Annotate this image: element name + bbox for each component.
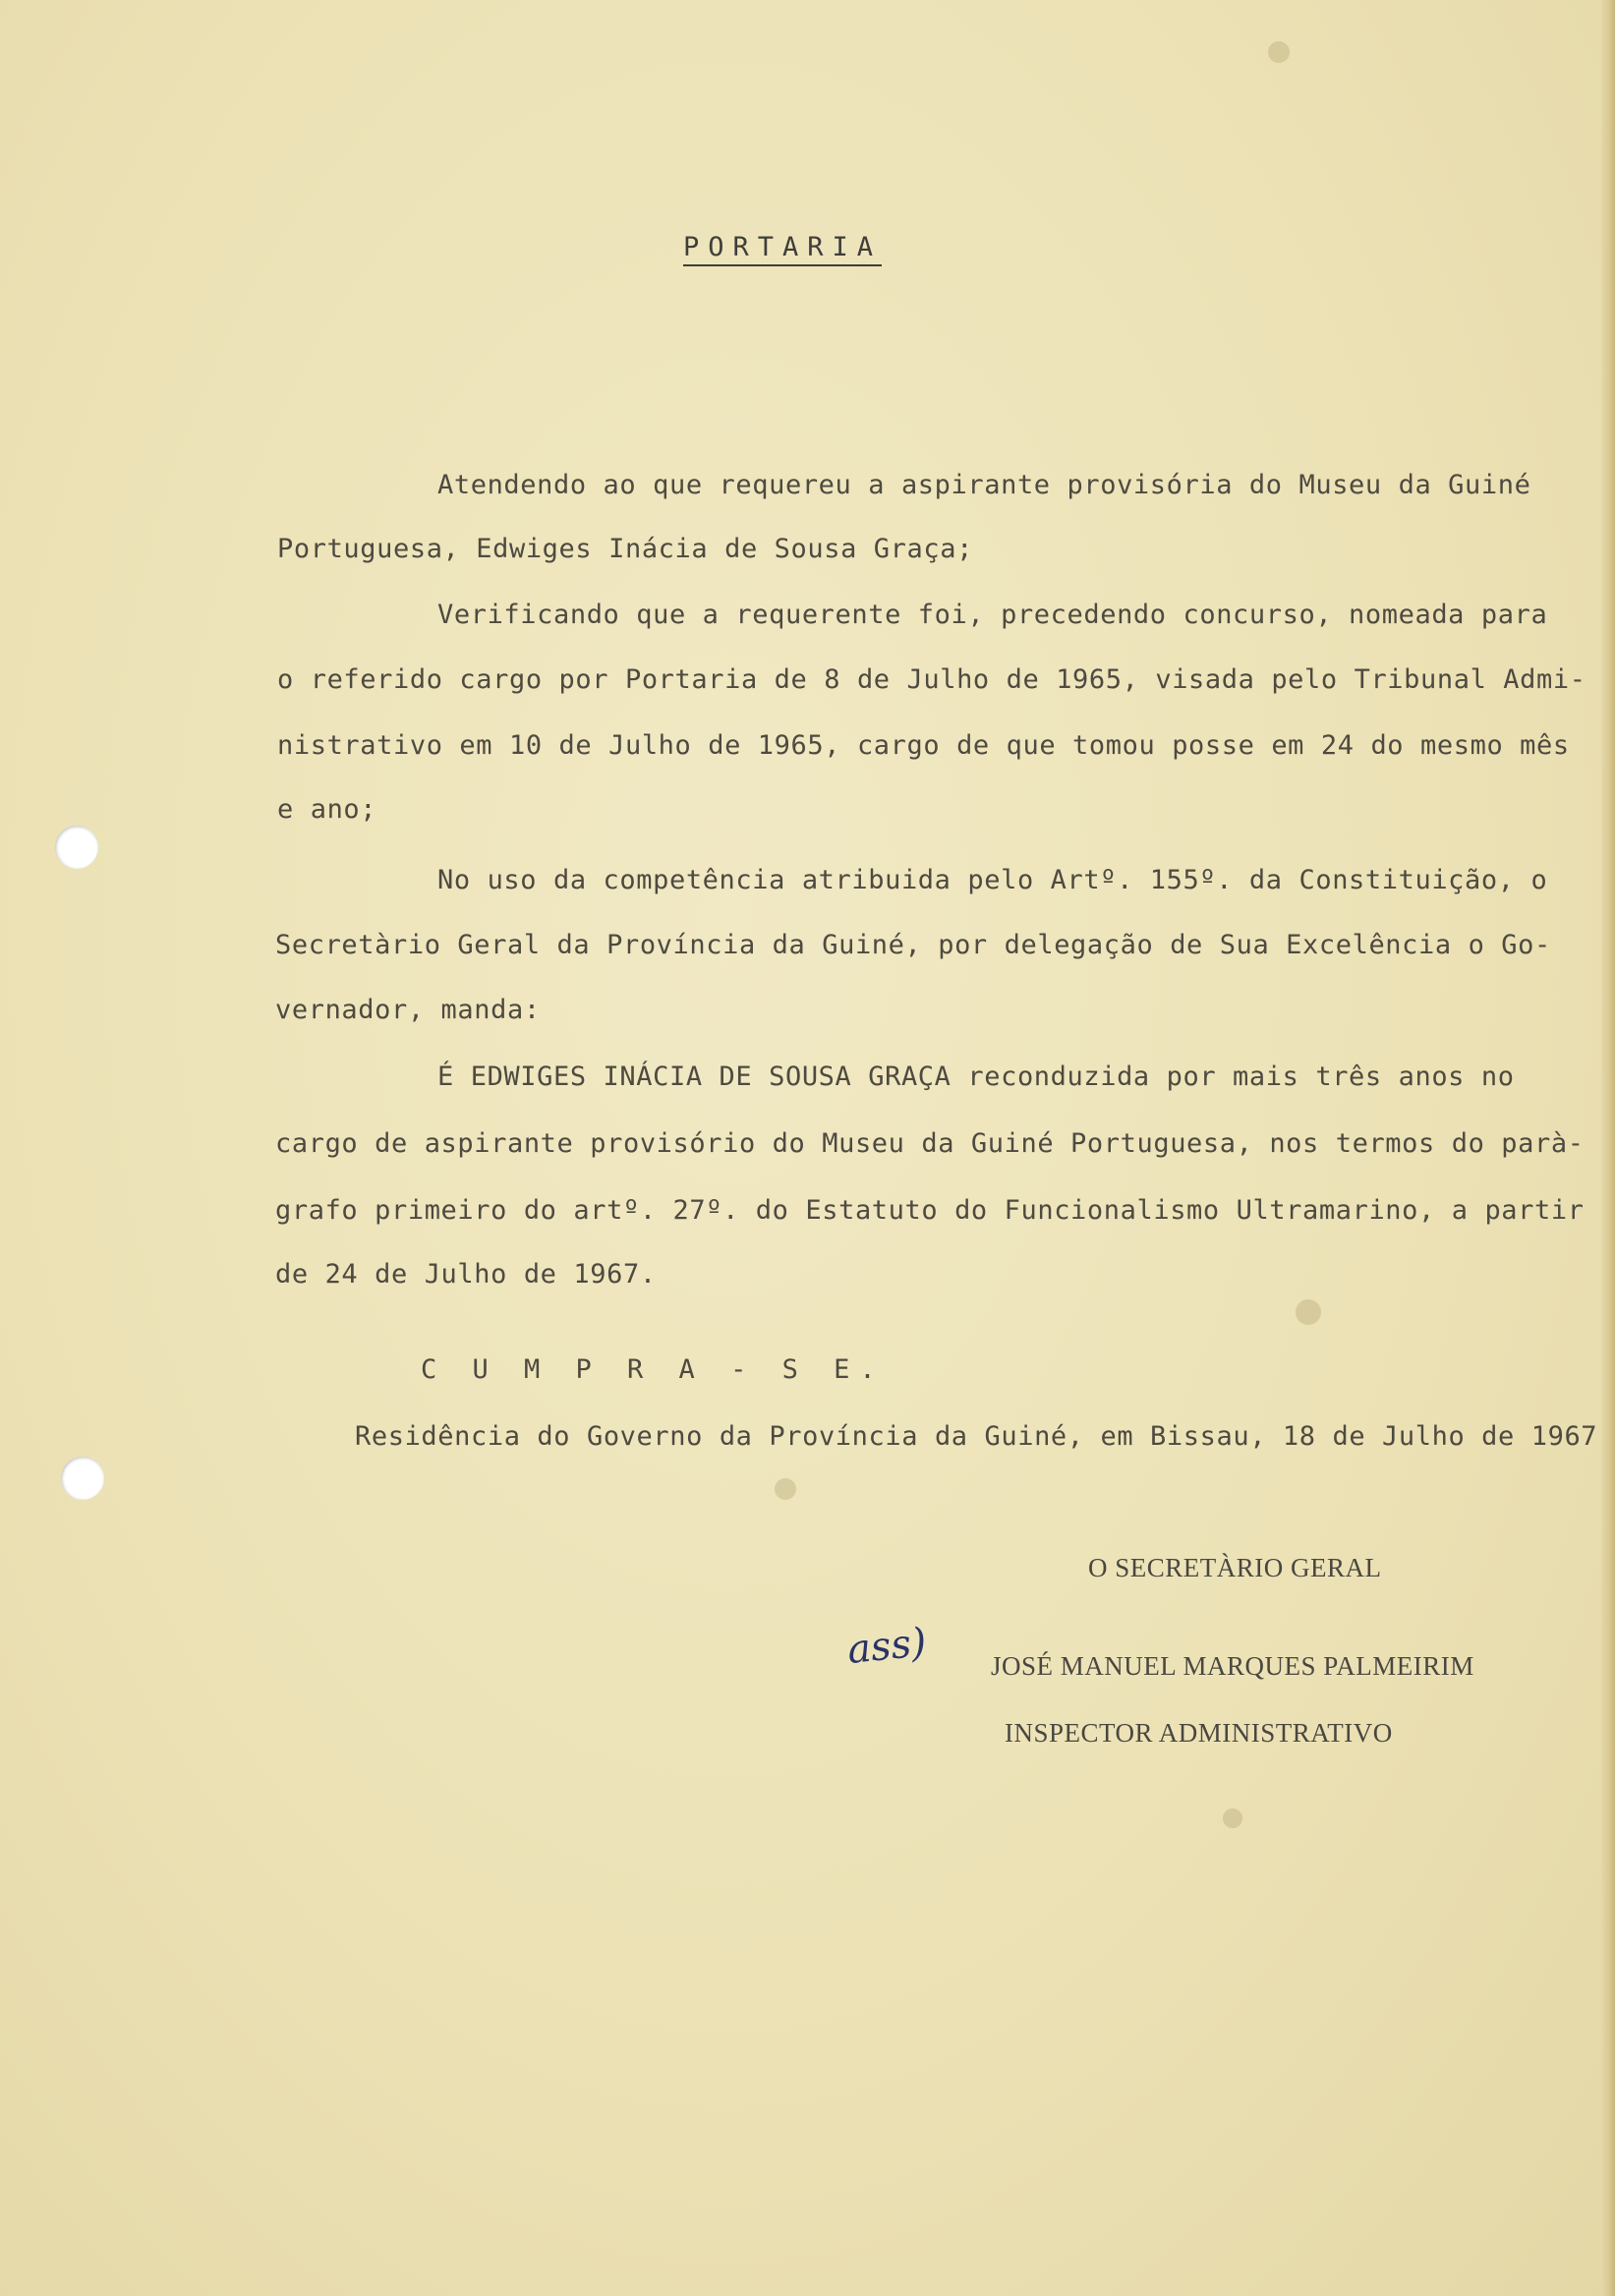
signatory-name: JOSÉ MANUEL MARQUES PALMEIRIM bbox=[991, 1651, 1474, 1681]
body-line-13: de 24 de Julho de 1967. bbox=[275, 1259, 657, 1290]
body-line-3: Verificando que a requerente foi, precedendo concurso, nomeada para bbox=[437, 600, 1548, 630]
document-title: PORTARIA bbox=[683, 232, 882, 266]
place-date: Residência do Governo da Província da Guiné, em Bissau, 18 de Julho de 1967 bbox=[355, 1421, 1598, 1452]
stain bbox=[1223, 1808, 1242, 1828]
body-line-9: vernador, manda: bbox=[275, 995, 541, 1025]
paper-edge bbox=[1601, 0, 1615, 2296]
stain bbox=[1296, 1299, 1321, 1325]
signatory-title: O SECRETÀRIO GERAL bbox=[1088, 1553, 1382, 1582]
punch-hole-top bbox=[55, 826, 98, 869]
punch-hole-bottom bbox=[61, 1457, 104, 1500]
cumpra-se: C U M P R A - S E. bbox=[421, 1354, 886, 1385]
body-line-2: Portuguesa, Edwiges Inácia de Sousa Graça; bbox=[277, 534, 973, 564]
body-line-8: Secretàrio Geral da Província da Guiné, por delegação de Sua Excelência o Go- bbox=[275, 930, 1551, 960]
stain bbox=[775, 1478, 796, 1500]
body-line-7: No uso da competência atribuida pelo Artº. 155º. da Constituição, o bbox=[437, 865, 1548, 895]
body-line-10: É EDWIGES INÁCIA DE SOUSA GRAÇA reconduzida por mais três anos no bbox=[437, 1062, 1515, 1092]
body-line-4: o referido cargo por Portaria de 8 de Julho de 1965, visada pelo Tribunal Admi- bbox=[277, 664, 1586, 695]
body-line-12: grafo primeiro do artº. 27º. do Estatuto do Funcionalismo Ultramarino, a partir bbox=[275, 1195, 1585, 1226]
stain bbox=[1268, 41, 1290, 63]
signatory-role: INSPECTOR ADMINISTRATIVO bbox=[1005, 1718, 1393, 1748]
body-line-5: nistrativo em 10 de Julho de 1965, cargo de que tomou posse em 24 do mesmo mês bbox=[277, 730, 1570, 761]
handwritten-ass: ass) bbox=[844, 1619, 929, 1674]
body-line-6: e ano; bbox=[277, 794, 377, 825]
body-line-11: cargo de aspirante provisório do Museu da Guiné Portuguesa, nos termos do parà- bbox=[275, 1128, 1585, 1159]
body-line-1: Atendendo ao que requereu a aspirante provisória do Museu da Guiné bbox=[437, 470, 1531, 500]
